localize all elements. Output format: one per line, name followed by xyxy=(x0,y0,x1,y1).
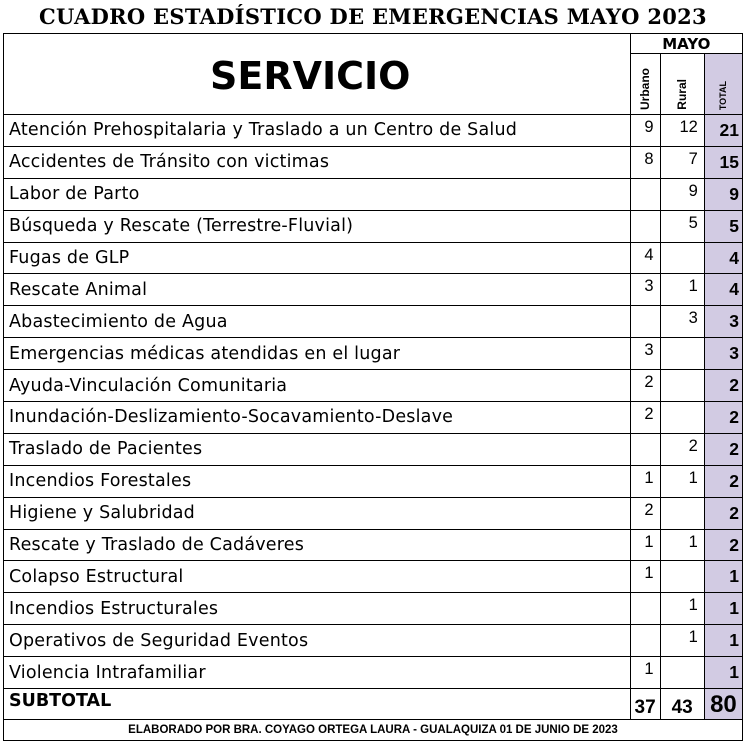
servicio-cell: Atención Prehospitalaria y Traslado a un Centro de Salud xyxy=(4,115,631,147)
rural-cell: 2 xyxy=(660,433,704,465)
rural-cell xyxy=(660,370,704,402)
footer-credit: ELABORADO POR BRA. COYAGO ORTEGA LAURA - GUALAQUIZA 01 DE JUNIO DE 2023 xyxy=(4,720,743,741)
total-cell: 2 xyxy=(704,433,742,465)
table-row xyxy=(4,338,743,370)
urbano-cell xyxy=(630,210,660,242)
servicio-cell: Inundación-Deslizamiento-Socavamiento-Deslave xyxy=(4,402,631,434)
servicio-cell: Abastecimiento de Agua xyxy=(4,306,631,338)
rural-cell: 1 xyxy=(660,274,704,306)
emergency-stats-table xyxy=(3,33,743,741)
servicio-cell: Fugas de GLP xyxy=(4,242,631,274)
table-row xyxy=(4,306,743,338)
table-row xyxy=(4,625,743,657)
total-cell: 5 xyxy=(704,210,742,242)
table-row xyxy=(4,529,743,561)
servicio-cell: Búsqueda y Rescate (Terrestre-Fluvial) xyxy=(4,210,631,242)
servicio-cell: Violencia Intrafamiliar xyxy=(4,657,631,689)
table-row xyxy=(4,146,743,178)
total-cell: 1 xyxy=(704,593,742,625)
urbano-cell: 2 xyxy=(630,370,660,402)
total-cell: 2 xyxy=(704,465,742,497)
urbano-cell: 9 xyxy=(630,115,660,147)
servicio-cell: Incendios Estructurales xyxy=(4,593,631,625)
total-cell: 2 xyxy=(704,497,742,529)
table-row xyxy=(4,433,743,465)
rural-cell xyxy=(660,338,704,370)
rural-cell: 1 xyxy=(660,593,704,625)
footer-row xyxy=(4,720,743,741)
total-cell: 2 xyxy=(704,402,742,434)
urbano-cell: 8 xyxy=(630,146,660,178)
rural-cell: 1 xyxy=(660,529,704,561)
urbano-cell xyxy=(630,306,660,338)
subtotal-label: SUBTOTAL xyxy=(4,689,631,720)
table-row xyxy=(4,465,743,497)
total-cell: 3 xyxy=(704,306,742,338)
month-header: MAYO xyxy=(630,34,742,54)
subtotal-urbano: 37 xyxy=(630,689,660,720)
urbano-cell xyxy=(630,625,660,657)
servicio-cell: Rescate y Traslado de Cadáveres xyxy=(4,529,631,561)
total-cell: 4 xyxy=(704,242,742,274)
total-cell: 21 xyxy=(704,115,742,147)
urbano-cell xyxy=(630,178,660,210)
document-title: CUADRO ESTADÍSTICO DE EMERGENCIAS MAYO 2023 xyxy=(39,4,707,29)
total-cell: 1 xyxy=(704,625,742,657)
rural-cell: 9 xyxy=(660,178,704,210)
rural-header-cell xyxy=(660,54,704,115)
urbano-cell: 3 xyxy=(630,338,660,370)
header-row-month xyxy=(4,34,743,54)
rural-cell xyxy=(660,497,704,529)
urbano-cell: 1 xyxy=(630,657,660,689)
servicio-header: SERVICIO xyxy=(4,34,631,115)
table-row xyxy=(4,593,743,625)
table-row xyxy=(4,210,743,242)
rural-cell: 3 xyxy=(660,306,704,338)
table-row xyxy=(4,657,743,689)
total-cell: 15 xyxy=(704,146,742,178)
urbano-header: Urbano xyxy=(638,68,653,110)
urbano-cell xyxy=(630,593,660,625)
table-row xyxy=(4,561,743,593)
rural-cell: 1 xyxy=(660,625,704,657)
total-header-cell xyxy=(704,54,742,115)
table-row xyxy=(4,115,743,147)
total-cell: 2 xyxy=(704,370,742,402)
total-cell: 1 xyxy=(704,561,742,593)
urbano-cell: 3 xyxy=(630,274,660,306)
total-cell: 1 xyxy=(704,657,742,689)
servicio-cell: Emergencias médicas atendidas en el lugar xyxy=(4,338,631,370)
total-cell: 2 xyxy=(704,529,742,561)
rural-cell xyxy=(660,657,704,689)
urbano-cell: 2 xyxy=(630,402,660,434)
table-row xyxy=(4,497,743,529)
servicio-cell: Accidentes de Tránsito con victimas xyxy=(4,146,631,178)
rural-cell xyxy=(660,561,704,593)
subtotal-total: 80 xyxy=(704,689,742,720)
urbano-cell: 1 xyxy=(630,529,660,561)
table-row xyxy=(4,402,743,434)
servicio-cell: Rescate Animal xyxy=(4,274,631,306)
servicio-cell: Colapso Estructural xyxy=(4,561,631,593)
total-cell: 9 xyxy=(704,178,742,210)
subtotal-row xyxy=(4,689,743,720)
rural-cell: 1 xyxy=(660,465,704,497)
rural-cell xyxy=(660,242,704,274)
rural-cell: 7 xyxy=(660,146,704,178)
subtotal-rural: 43 xyxy=(660,689,704,720)
total-header: TOTAL xyxy=(718,80,729,110)
rural-cell: 5 xyxy=(660,210,704,242)
rural-header: Rural xyxy=(675,79,690,110)
table-row xyxy=(4,242,743,274)
servicio-cell: Incendios Forestales xyxy=(4,465,631,497)
urbano-cell xyxy=(630,433,660,465)
total-cell: 3 xyxy=(704,338,742,370)
urbano-cell: 2 xyxy=(630,497,660,529)
total-cell: 4 xyxy=(704,274,742,306)
servicio-cell: Ayuda-Vinculación Comunitaria xyxy=(4,370,631,402)
table-row xyxy=(4,178,743,210)
servicio-cell: Labor de Parto xyxy=(4,178,631,210)
table-row xyxy=(4,274,743,306)
urbano-header-cell xyxy=(630,54,660,115)
servicio-cell: Traslado de Pacientes xyxy=(4,433,631,465)
rural-cell: 12 xyxy=(660,115,704,147)
urbano-cell: 1 xyxy=(630,465,660,497)
rural-cell xyxy=(660,402,704,434)
urbano-cell: 1 xyxy=(630,561,660,593)
table-row xyxy=(4,370,743,402)
urbano-cell: 4 xyxy=(630,242,660,274)
servicio-cell: Operativos de Seguridad Eventos xyxy=(4,625,631,657)
servicio-cell: Higiene y Salubridad xyxy=(4,497,631,529)
